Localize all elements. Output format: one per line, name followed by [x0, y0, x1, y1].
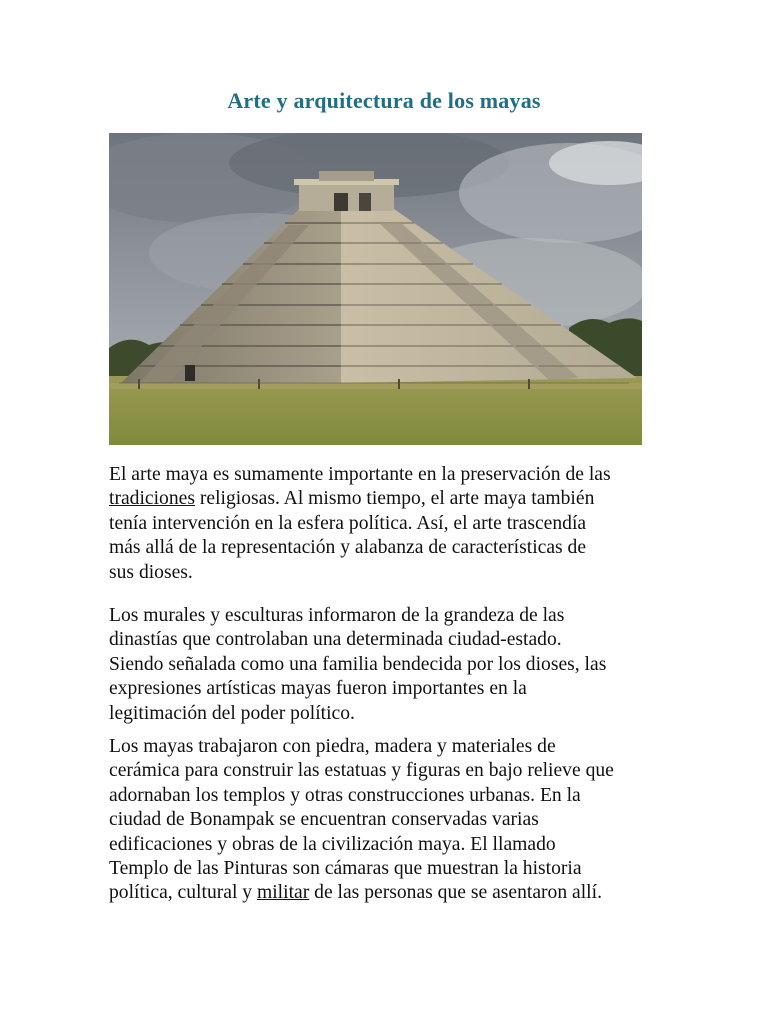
- paragraph-3-line-7: [109, 881, 669, 905]
- paragraph-3: [109, 735, 669, 906]
- paragraph-2-line-5: legitimación del poder político.: [109, 702, 355, 724]
- paragraph-3-line-2: cerámica para construir las estatuas y figuras en bajo relieve que: [109, 760, 614, 782]
- paragraph-1: [109, 463, 669, 585]
- link-militar[interactable]: militar: [257, 882, 310, 904]
- paragraph-2-line-3: Siendo señalada como una familia bendecida por los dioses, las: [109, 653, 607, 675]
- paragraph-2-line-4: expresiones artísticas mayas fueron importantes en la: [109, 678, 527, 700]
- paragraph-3-line-5: edificaciones y obras de la civilización maya. El llamado: [109, 833, 556, 855]
- paragraph-1-line-1: El arte maya es sumamente importante en la preservación de las: [109, 464, 611, 485]
- paragraph-3-line-4: ciudad de Bonampak se encuentran conservadas varias: [109, 809, 539, 831]
- paragraph-1-line-2-text: religiosas. Al mismo tiempo, el arte maya también: [194, 488, 595, 510]
- paragraph-1-line-3: tenía intervención en la esfera política. Así, el arte trascendía: [109, 512, 587, 534]
- paragraph-3-line-6: Templo de las Pinturas son cámaras que muestran la historia: [109, 858, 582, 880]
- paragraph-2: [109, 604, 669, 726]
- page-title: Arte y arquitectura de los mayas: [227, 88, 541, 113]
- pyramid-illustration: [109, 133, 642, 445]
- paragraph-3-line-7-pre: política, cultural y: [109, 882, 257, 904]
- paragraph-1-line-2: [109, 487, 669, 511]
- paragraph-3-line-1: Los mayas trabajaron con piedra, madera y materiales de: [109, 736, 556, 757]
- paragraph-3-line-7-post: de las personas que se asentaron allí.: [309, 882, 602, 904]
- paragraph-2-line-2: dinastías que controlaban una determinada ciudad-estado.: [109, 629, 562, 651]
- paragraph-1-line-5: sus dioses.: [109, 561, 193, 583]
- link-tradiciones[interactable]: tradiciones: [109, 488, 195, 510]
- paragraph-1-line-4: más allá de la representación y alabanza de características de: [109, 537, 587, 559]
- pyramid-photo: [109, 133, 642, 445]
- paragraph-3-line-3: adornaban los templos y otras construcciones urbanas. En la: [109, 784, 581, 806]
- paragraph-2-line-1: Los murales y esculturas informaron de la grandeza de las: [109, 605, 565, 626]
